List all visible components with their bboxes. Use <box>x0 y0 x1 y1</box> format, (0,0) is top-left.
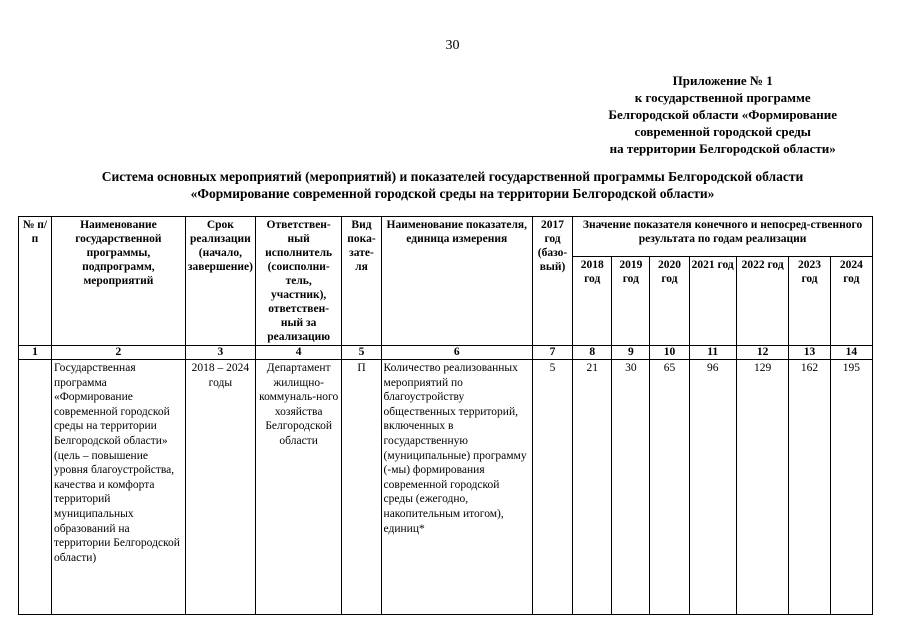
cell-year-value: 129 <box>736 360 789 615</box>
appendix-line: на территории Белгородской области» <box>609 141 836 156</box>
cell-term: 2018 – 2024 годы <box>185 360 255 615</box>
title-line-2: «Формирование современной городской среды на территории Белгородской области» <box>190 186 715 201</box>
column-number: 1 <box>19 346 52 360</box>
cell-year-value: 162 <box>789 360 830 615</box>
column-number: 8 <box>573 346 612 360</box>
header-base-year: 2017 год (базо-вый) <box>532 217 572 346</box>
column-number: 2 <box>51 346 185 360</box>
cell-indicator-name: Количество реализованных мероприятий по благоустройству общественных территорий, включенных в государственную (муниципальные) программу (-мы) формирования современной городской среды (ежегодно, накопительным итогом), единиц* <box>381 360 532 615</box>
cell-year-value: 65 <box>650 360 689 615</box>
column-number: 7 <box>532 346 572 360</box>
cell-program-name: Государственная программа «Формирование современной городской среды на территории Белгородской области» (цель – повышение уровня благоустройства, качества и комфорта территорий муниципальных образований на территории Белгородской области) <box>51 360 185 615</box>
appendix-line: Приложение № 1 <box>672 73 773 88</box>
header-indicator: Наименование показателя, единица измерения <box>381 217 532 346</box>
title-line-1: Система основных мероприятий (мероприятий) и показателей государственной программы Белгородской области <box>101 169 804 184</box>
cell-base-value: 5 <box>532 360 572 615</box>
appendix-line: к государственной программе <box>634 90 811 105</box>
header-year: 2019 год <box>612 257 650 346</box>
column-number: 3 <box>185 346 255 360</box>
header-values-group: Значение показателя конечного и непосред-ственного результата по годам реализации <box>573 217 873 257</box>
column-number: 9 <box>612 346 650 360</box>
column-numbers-row <box>19 346 873 360</box>
header-executor: Ответствен-ный исполнитель (соисполни-тель, участник), ответствен-ный за реализацию <box>255 217 342 346</box>
appendix-line: Белгородской области «Формирование <box>608 107 837 122</box>
column-number: 10 <box>650 346 689 360</box>
column-number: 11 <box>689 346 736 360</box>
header-year: 2020 год <box>650 257 689 346</box>
cell-executor: Департамент жилищно-коммуналь-ного хозяйства Белгородской области <box>255 360 342 615</box>
column-number: 6 <box>381 346 532 360</box>
header-num: № п/п <box>19 217 52 346</box>
cell-num <box>19 360 52 615</box>
column-number: 4 <box>255 346 342 360</box>
header-year: 2018 год <box>573 257 612 346</box>
header-term: Срок реализации (начало, завершение) <box>185 217 255 346</box>
header-year: 2021 год <box>689 257 736 346</box>
appendix-heading <box>608 72 837 157</box>
header-year: 2022 год <box>736 257 789 346</box>
cell-year-value: 30 <box>612 360 650 615</box>
table-row <box>19 360 873 615</box>
cell-year-value: 96 <box>689 360 736 615</box>
column-number: 14 <box>830 346 872 360</box>
cell-year-value: 21 <box>573 360 612 615</box>
header-type: Вид пока-зате-ля <box>342 217 381 346</box>
appendix-line: современной городской среды <box>634 124 811 139</box>
cell-indicator-type: П <box>342 360 381 615</box>
column-number: 13 <box>789 346 830 360</box>
header-year: 2024 год <box>830 257 872 346</box>
cell-year-value: 195 <box>830 360 872 615</box>
indicators-table <box>18 216 873 615</box>
header-year: 2023 год <box>789 257 830 346</box>
page-number: 30 <box>445 38 460 53</box>
header-name: Наименование государственной программы, подпрограмм, мероприятий <box>51 217 185 346</box>
document-title <box>0 168 905 202</box>
column-number: 12 <box>736 346 789 360</box>
column-number: 5 <box>342 346 381 360</box>
header-row <box>19 217 873 257</box>
